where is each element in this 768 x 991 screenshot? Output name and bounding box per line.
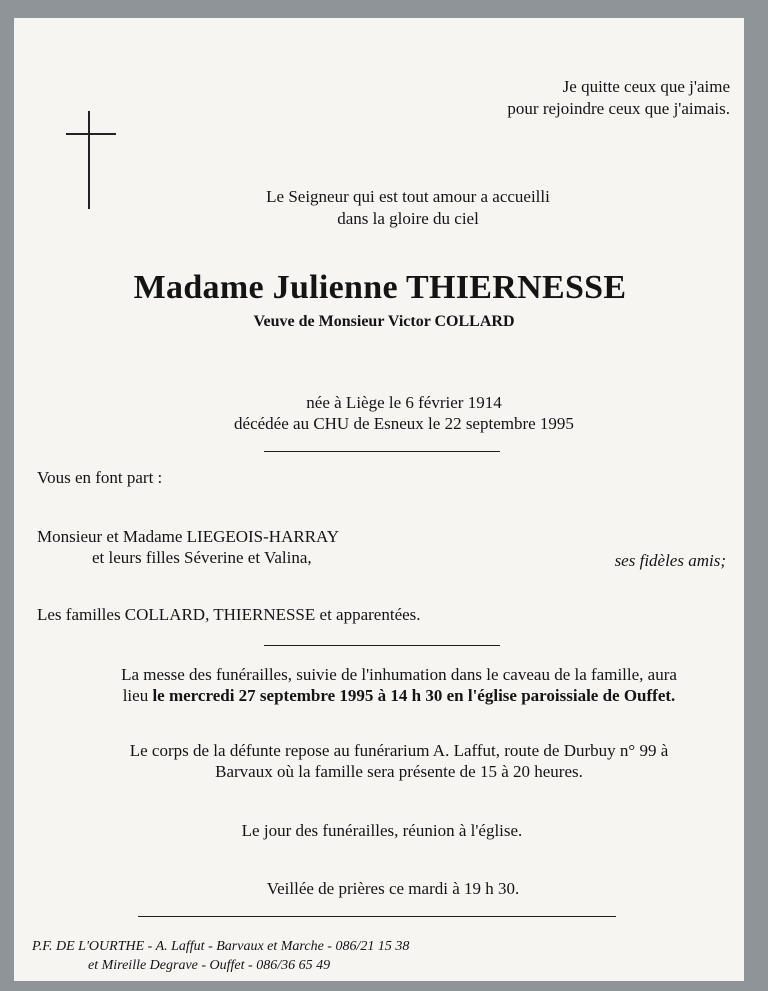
widow-of: Veuve de Monsieur Victor COLLARD [253, 313, 515, 330]
divider [264, 645, 500, 646]
deceased-name: Madame Julienne THIERNESSE [133, 269, 627, 306]
welcome-text [14, 186, 744, 230]
footer-line-2: et Mireille Degrave - Ouffet - 086/36 65 49 [88, 958, 331, 973]
epigraph-line-1: Je quitte ceux que j'aime [562, 77, 730, 96]
announcement: Vous en font part : [37, 468, 163, 487]
mass-line-2 [54, 685, 744, 706]
mass-line-2-prefix: lieu [122, 686, 153, 705]
divider [264, 451, 500, 452]
welcome-line-2: dans la gloire du ciel [337, 209, 479, 228]
epigraph-line-2: pour rejoindre ceux que j'aimais. [507, 99, 730, 118]
birth-line: née à Liège le 6 février 1914 [306, 393, 502, 412]
funerarium-info [14, 740, 744, 782]
funerarium-line-2: Barvaux où la famille sera présente de 15 à 20 heures. [215, 762, 583, 781]
life-dates [14, 392, 744, 434]
families-line: Les familles COLLARD, THIERNESSE et apparentées. [37, 605, 421, 624]
mass-date-location: le mercredi 27 septembre 1995 à 14 h 30 en l'église paroissiale de Ouffet. [152, 686, 676, 705]
funeral-mass [14, 664, 744, 706]
reunion-line: Le jour des funérailles, réunion à l'église. [241, 821, 523, 840]
mass-line-1: La messe des funérailles, suivie de l'inhumation dans le caveau de la famille, aura [121, 665, 677, 684]
welcome-line-1: Le Seigneur qui est tout amour a accueilli [266, 187, 550, 206]
mourner-line-1: Monsieur et Madame LIEGEOIS-HARRAY [37, 527, 340, 546]
mourner-relation: ses fidèles amis; [614, 551, 726, 570]
mourner-line-2: et leurs filles Séverine et Valina, [92, 548, 312, 567]
death-notice-card [14, 18, 744, 981]
footer-line-1: P.F. DE L'OURTHE - A. Laffut - Barvaux et Marche - 086/21 15 38 [32, 939, 410, 954]
epigraph [507, 76, 730, 120]
funerarium-line-1: Le corps de la défunte repose au funérarium A. Laffut, route de Durbuy n° 99 à [129, 741, 669, 760]
vigil-line: Veillée de prières ce mardi à 19 h 30. [266, 879, 520, 898]
death-line: décédée au CHU de Esneux le 22 septembre 1995 [234, 414, 574, 433]
divider [138, 916, 616, 917]
